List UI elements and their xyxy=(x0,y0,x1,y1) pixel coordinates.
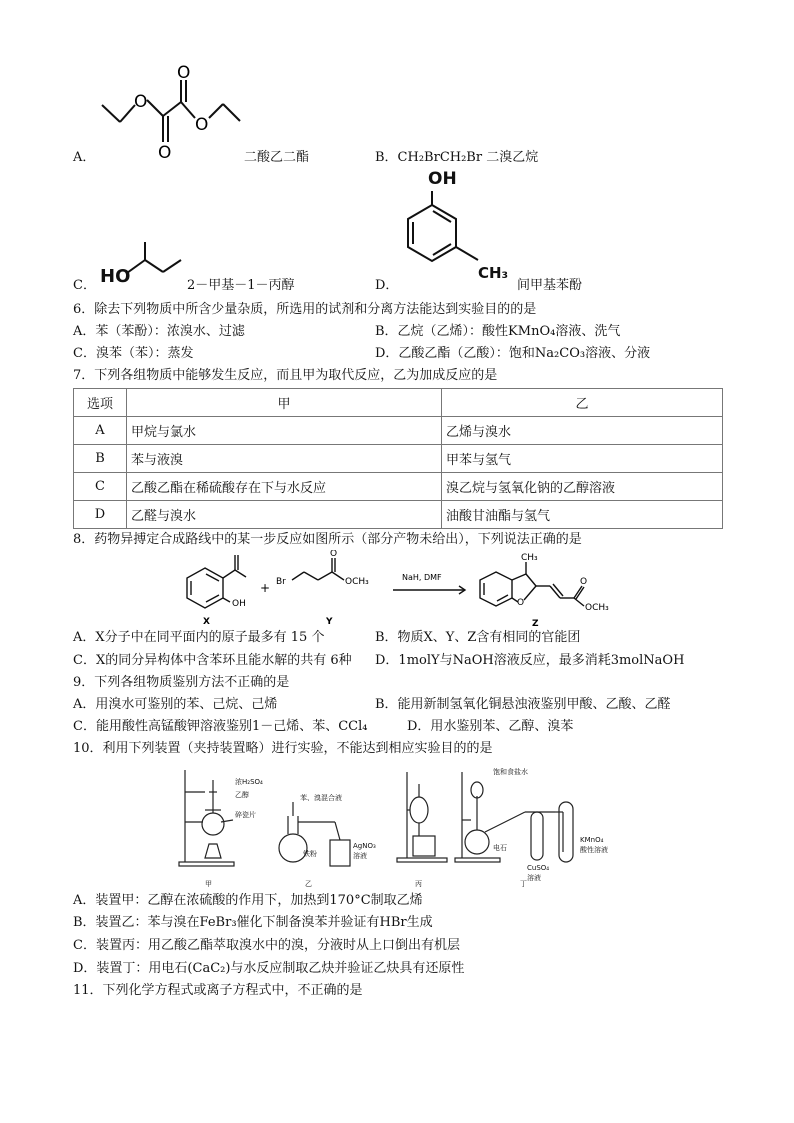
label-brine: 饱和食盐水 xyxy=(493,768,528,776)
q7-stem: 7．下列各组物质中能够发生反应，而且甲为取代反应，乙为加成反应的是 xyxy=(73,368,498,383)
q5-option-a-name: 二酸乙二酯 xyxy=(244,150,310,165)
table-cell: 苯与液溴 xyxy=(127,445,442,473)
table-row xyxy=(74,473,723,501)
label-apparatus-ding: 丁 xyxy=(520,880,527,888)
scheme-x-label: X xyxy=(203,617,210,627)
q10-option-b: B．装置乙：苯与溴在FeBr₃催化下制备溴苯并验证有HBr生成 xyxy=(73,915,433,930)
label-cuso4: CuSO₄ xyxy=(527,864,550,872)
table-cell: 乙酸乙酯在稀硫酸存在下与水反应 xyxy=(127,473,442,501)
table-cell: B xyxy=(74,445,127,473)
label-kmno4-acid: 酸性溶液 xyxy=(580,846,608,854)
table-header-cell: 选项 xyxy=(74,389,127,417)
q6-option-a: A．苯（苯酚）：浓溴水、过滤 xyxy=(73,324,245,339)
table-row xyxy=(74,417,723,445)
q5-option-a-label: A． xyxy=(73,150,96,165)
label-apparatus-jia: 甲 xyxy=(205,880,212,888)
table-cell: A xyxy=(74,417,127,445)
table-header-row xyxy=(74,389,723,417)
q7-table xyxy=(73,388,723,529)
table-row xyxy=(74,445,723,473)
scheme-och3-label: OCH₃ xyxy=(585,603,609,613)
q5-d-ch3-label: CH₃ xyxy=(478,264,509,282)
label-iron: 铁粉 xyxy=(303,850,317,858)
structure-diethyl-oxalate xyxy=(95,60,255,165)
scheme-br-label: Br xyxy=(276,577,286,587)
q6-option-d: D．乙酸乙酯（乙酸）：饱和Na₂CO₃溶液、分液 xyxy=(375,346,651,361)
q11-stem: 11．下列化学方程式或离子方程式中，不正确的是 xyxy=(73,983,363,998)
scheme-oxygen: O xyxy=(580,577,588,587)
label-agno3-solution: 溶液 xyxy=(353,852,367,860)
q9-option-a: A．用溴水可鉴别的苯、己烷、己烯 xyxy=(73,697,278,712)
scheme-oxygen: O xyxy=(517,598,525,608)
label-ethanol: 乙醇 xyxy=(235,791,249,799)
table-header-cell: 甲 xyxy=(127,389,442,417)
table-cell: 溴乙烷与氢氧化钠的乙醇溶液 xyxy=(442,473,723,501)
q6-option-c: C．溴苯（苯）：蒸发 xyxy=(73,346,194,361)
q10-stem: 10．利用下列装置（夹持装置略）进行实验，不能达到相应实验目的的是 xyxy=(73,741,493,756)
q5-option-c-name: 2－甲基－1－丙醇 xyxy=(187,278,295,293)
q9-option-b: B．能用新制氢氧化铜悬浊液鉴别甲酸、乙酸、乙醛 xyxy=(375,697,671,712)
table-cell: D xyxy=(74,501,127,529)
oxygen-label: O xyxy=(177,63,191,83)
scheme-y-label: Y xyxy=(326,617,333,627)
scheme-oh-label: OH xyxy=(232,599,246,609)
q8-stem: 8．药物异搏定合成路线中的某一步反应如图所示（部分产物未给出），下列说法正确的是 xyxy=(73,532,582,547)
label-agno3: AgNO₃ xyxy=(353,842,376,850)
q9-option-d: D．用水鉴别苯、乙醇、溴苯 xyxy=(407,719,574,734)
label-kmno4: KMnO₄ xyxy=(580,836,604,844)
q5-option-c-label: C． xyxy=(73,278,96,293)
q6-stem: 6．除去下列物质中所含少量杂质，所选用的试剂和分离方法能达到实验目的的是 xyxy=(73,302,537,317)
oxygen-label: O xyxy=(195,115,209,135)
table-cell: C xyxy=(74,473,127,501)
q10-option-a: A．装置甲：乙醇在浓硫酸的作用下，加热到170°C制取乙烯 xyxy=(73,893,423,908)
table-row xyxy=(74,501,723,529)
q8-option-b: B．物质X、Y、Z含有相同的官能团 xyxy=(375,630,581,645)
q5-option-d-name: 间甲基苯酚 xyxy=(517,278,583,293)
label-apparatus-yi: 乙 xyxy=(305,880,312,888)
scheme-ch3-label: CH₃ xyxy=(521,553,538,563)
scheme-z-label: Z xyxy=(532,619,539,629)
table-cell: 甲烷与氯水 xyxy=(127,417,442,445)
q5-option-b: B．CH₂BrCH₂Br 二溴乙烷 xyxy=(375,150,539,165)
oxygen-label: O xyxy=(134,92,148,112)
label-benzene-mix: 苯、溴混合液 xyxy=(300,794,342,802)
q9-stem: 9．下列各组物质鉴别方法不正确的是 xyxy=(73,675,290,690)
table-header-cell: 乙 xyxy=(442,389,723,417)
q6-option-b: B．乙烷（乙烯）：酸性KMnO₄溶液、洗气 xyxy=(375,324,621,339)
table-cell: 油酸甘油酯与氢气 xyxy=(442,501,723,529)
apparatus-figure xyxy=(175,762,625,890)
oxygen-label: O xyxy=(158,143,172,163)
table-cell: 乙烯与溴水 xyxy=(442,417,723,445)
q9-option-c: C．能用酸性高锰酸钾溶液鉴别1－己烯、苯、CCl₄ xyxy=(73,719,368,734)
label-carbide: 电石 xyxy=(493,844,507,852)
scheme-och3-label: OCH₃ xyxy=(345,577,369,587)
reaction-scheme xyxy=(180,550,630,630)
q5-option-d-label: D． xyxy=(375,278,399,293)
label-apparatus-bing: 丙 xyxy=(415,880,422,888)
q5-c-ho-label: HO xyxy=(100,266,131,287)
q8-option-d: D．1molY与NaOH溶液反应，最多消耗3molNaOH xyxy=(375,653,685,668)
scheme-oxygen: O xyxy=(330,550,338,559)
q10-option-c: C．装置丙：用乙酸乙酯萃取溴水中的溴，分液时从上口倒出有机层 xyxy=(73,938,460,953)
scheme-plus: + xyxy=(260,581,271,595)
label-h2so4: 浓H₂SO₄ xyxy=(235,778,263,786)
q10-option-d: D．装置丁：用电石(CaC₂)与水反应制取乙炔并验证乙炔具有还原性 xyxy=(73,961,465,976)
table-cell: 甲苯与氢气 xyxy=(442,445,723,473)
q5-d-oh-label: OH xyxy=(428,169,457,189)
label-cuso4-solution: 溶液 xyxy=(527,874,541,882)
scheme-reagent: NaH, DMF xyxy=(402,573,442,582)
q8-option-a: A．X分子中在同平面内的原子最多有 15 个 xyxy=(73,630,325,645)
label-chips: 碎瓷片 xyxy=(235,811,256,819)
q8-option-c: C．X的同分异构体中含苯环且能水解的共有 6种 xyxy=(73,653,352,668)
table-cell: 乙醛与溴水 xyxy=(127,501,442,529)
